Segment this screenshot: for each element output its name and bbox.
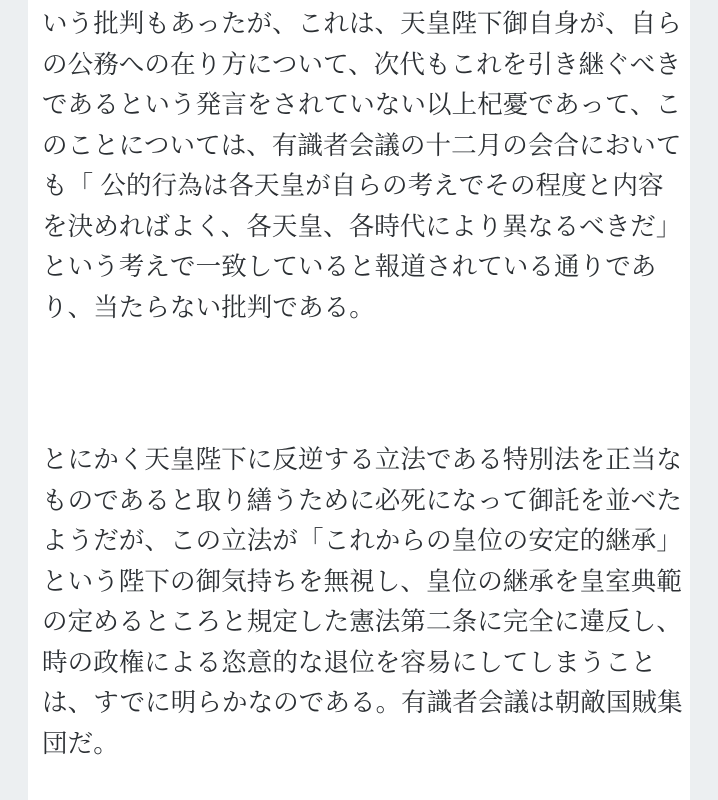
document-body [28, 0, 690, 800]
left-margin-gutter [0, 0, 28, 800]
paragraph-1: いう批判もあったが、これは、天皇陛下御自身が、自らの公務への在り方について、次代もこれを引き継ぐべきであるという発言をされていない以上杞憂であって、このことについては、有識者会議の十二月の会合においても「 公的行為は各天皇が自らの考えでその程度と内容を決めればよく、各天皇、各時代により異なるべきだ」という考えで一致していると報道されている通りであり、当たらない批判である。 [42, 10, 682, 322]
paragraph-spacer [28, 328, 690, 440]
paragraph-2: とにかく天皇陛下に反逆する立法である特別法を正当なものであると取り繕うために必死になって御託を並べたようだが、この立法が「これからの皇位の安定的継承」という陛下の御気持ちを無視し、皇位の継承を皇室典範の定めるところと規定した憲法第二条に完全に違反し、時の政権による恣意的な退位を容易にしてしまうことは、すでに明らかなのである。有識者会議は朝敵国賊集団だ。 [42, 446, 683, 758]
right-margin-gutter [690, 0, 718, 800]
